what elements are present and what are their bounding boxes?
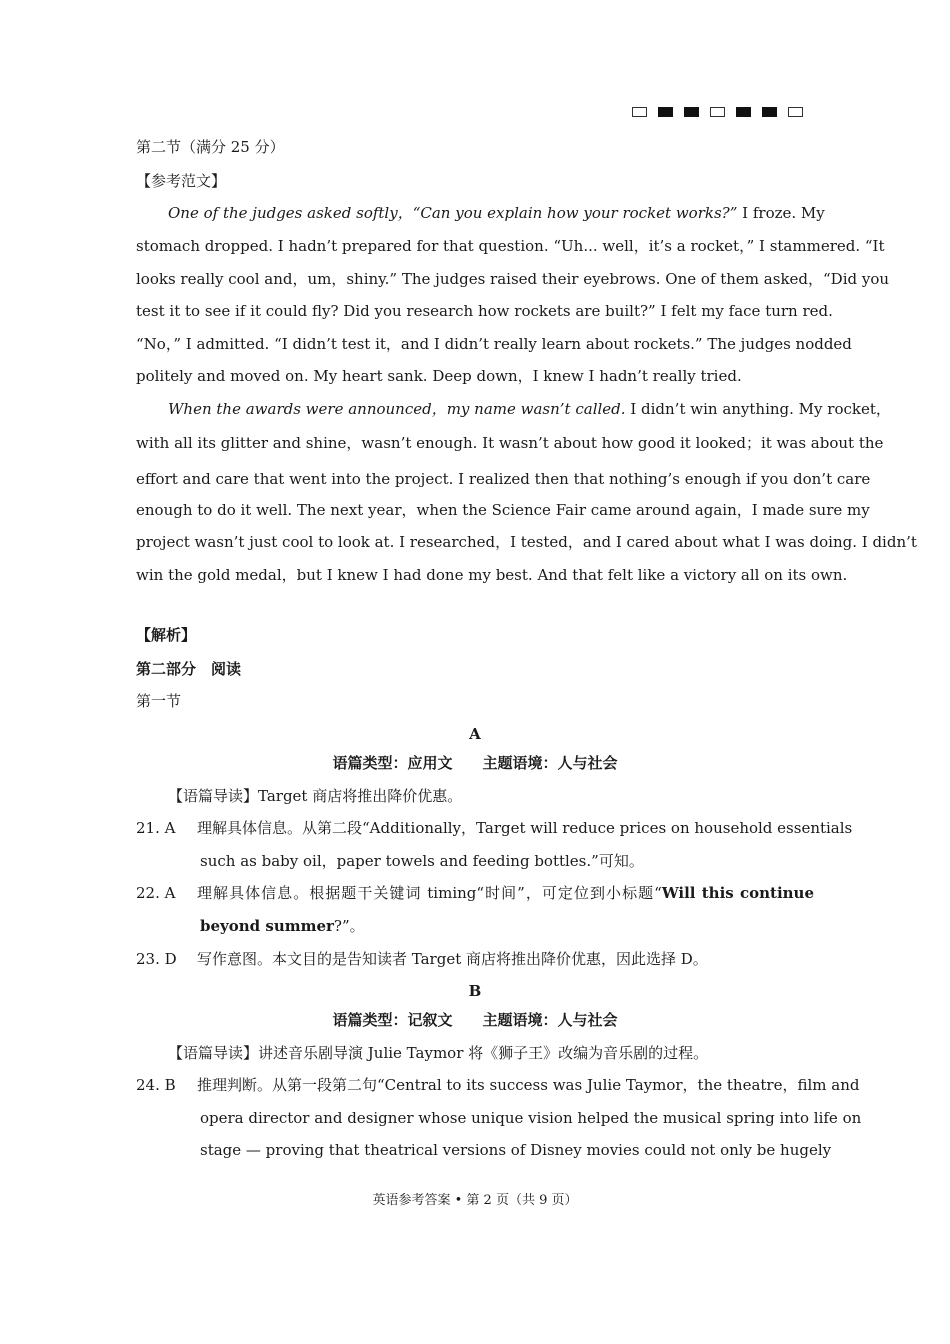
essay-line: effort and care that went into the project. I realized then that nothing’s enough if you don’t care — [136, 470, 871, 488]
essay-line: test it to see if it could fly? Did you research how rockets are built?” I felt my face turn red. — [136, 302, 833, 320]
section-title: 第二节（满分 25 分） — [136, 138, 285, 156]
essay-line: with all its glitter and shine，wasn’t enough. It wasn’t about how good it looked；it was about the — [136, 434, 884, 452]
passage-b-guide: 【语篇导读】讲述音乐剧导演 Julie Taymor 将《狮子王》改编为音乐剧的过程。 — [168, 1044, 709, 1062]
sec1-heading: 第一节 — [136, 692, 182, 710]
essay-line: enough to do it well. The next year，when the Science Fair came around again，I made sure my — [136, 501, 870, 519]
q23-line: 写作意图。本文目的是告知读者 Target 商店将推出降价优惠，因此选择 D。 — [197, 950, 708, 968]
passage-b-letter: B — [468, 982, 482, 1000]
essay-line: project wasn’t just cool to look at. I researched，I tested，and I cared about what I was doing. I didn’t — [136, 533, 917, 551]
q24-line: stage — proving that theatrical versions of Disney movies could not only be hugely — [200, 1141, 832, 1159]
essay-line: When the awards were announced，my name wasn’t called. I didn’t win anything. My rocket， — [168, 400, 891, 418]
q24-line: opera director and designer whose unique vision helped the musical spring into life on — [200, 1109, 862, 1127]
essay-line: “No，” I admitted. “I didn’t test it，and I didn’t really learn about rockets.” The judges nodded — [136, 335, 852, 353]
mark-filled-icon — [658, 107, 673, 117]
essay-line: stomach dropped. I hadn’t prepared for that question. “Uh... well，it’s a rocket，” I stammered. “It — [136, 237, 885, 255]
mark-empty-icon — [710, 107, 725, 117]
q21-line: such as baby oil，paper towels and feeding bottles.”可知。 — [200, 852, 644, 870]
essay-line: win the gold medal，but I knew I had done my best. And that felt like a victory all on its own. — [136, 566, 848, 584]
q22-number: 22. A — [136, 884, 176, 902]
mark-filled-icon — [736, 107, 751, 117]
essay-line: politely and moved on. My heart sank. Deep down，I knew I hadn’t really tried. — [136, 367, 742, 385]
part2-heading: 第二部分 阅读 — [136, 660, 242, 678]
q23-number: 23. D — [136, 950, 177, 968]
mark-empty-icon — [788, 107, 803, 117]
q22-line: 理解具体信息。根据题干关键词 timing“时间”，可定位到小标题“Will this continue — [197, 884, 815, 902]
q21-line: 理解具体信息。从第二段“Additionally，Target will reduce prices on household essentials — [197, 819, 853, 837]
page-footer: 英语参考答案 • 第 2 页（共 9 页） — [372, 1193, 578, 1208]
essay-line: looks really cool and，um，shiny.” The judges raised their eyebrows. One of them asked，“Did you — [136, 270, 890, 288]
model-essay-heading: 【参考范文】 — [136, 172, 227, 190]
q21-number: 21. A — [136, 819, 176, 837]
passage-a-guide: 【语篇导读】Target 商店将推出降价优惠。 — [168, 787, 463, 805]
passage-a-letter: A — [469, 725, 481, 743]
q24-number: 24. B — [136, 1076, 176, 1094]
q24-line: 推理判断。从第一段第二句“Central to its success was Julie Taymor，the theatre，film and — [197, 1076, 860, 1094]
mark-filled-icon — [762, 107, 777, 117]
mark-empty-icon — [632, 107, 647, 117]
header-marks — [632, 107, 803, 117]
passage-a-type: 语篇类型：应用文 主题语境：人与社会 — [332, 754, 618, 772]
q22-line: beyond summer?”。 — [200, 917, 365, 935]
passage-b-type: 语篇类型：记叙文 主题语境：人与社会 — [332, 1011, 618, 1029]
mark-filled-icon — [684, 107, 699, 117]
essay-line: One of the judges asked softly，“Can you explain how your rocket works?” I froze. My — [168, 204, 825, 222]
analysis-heading: 【解析】 — [136, 626, 197, 644]
